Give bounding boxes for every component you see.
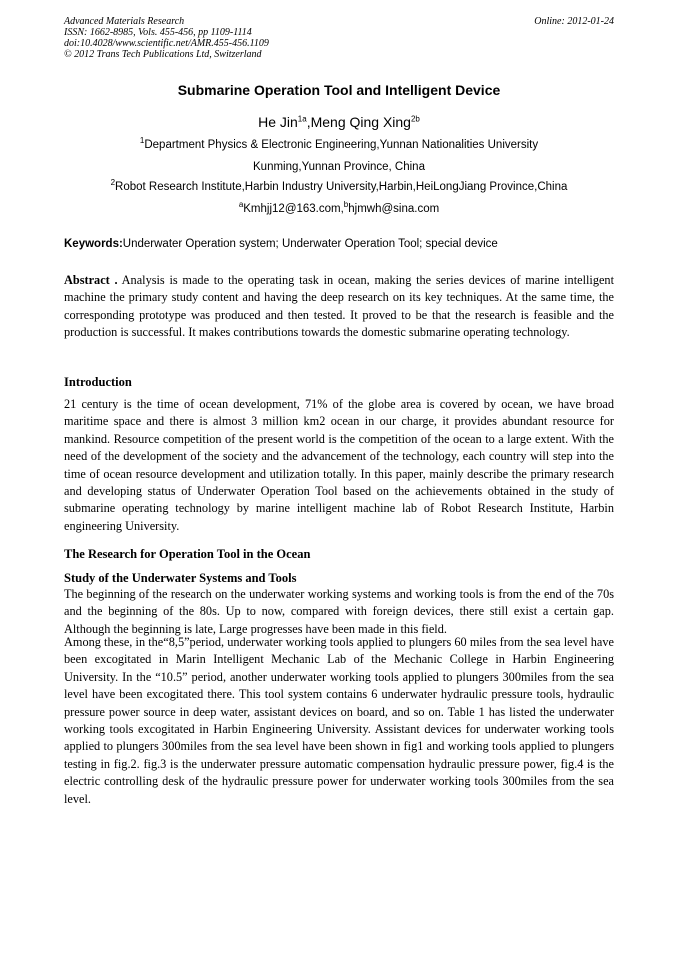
- author-2: Meng Qing Xing: [310, 114, 411, 130]
- intro-heading: Introduction: [64, 375, 132, 389]
- affiliation-1-sup: 1: [139, 136, 145, 146]
- paragraph-2: Among these, in the“8,5”period, underwater working tools applied to plungers 60 miles from the sea level have been excogitated in Marin Intelligent Mechanic Lab of the Mechanic College in Harbin Engineering University. In the “10.5” period, another underwater working tools applied to plungers 300miles from the sea level have been excogitated there. This tool system contains 6 underwater hydraulic pressure tools, hydraulic pressure power source in deep water, assistant devices on board, and so on. Table 1 has listed the underwater working tools excogitated in Harbin Engineering University. Assistant devices for underwater working tools applied to plungers 300miles from the sea level have been shown in fig1 and working tools applied to plungers testing in fig.2. fig.3 is the underwater pressure automatic compensation hydraulic pressure power, fig.4 is the electric controlling desk of the hydraulic pressure power for underwater working tools 300miles from the sea level.: [64, 635, 614, 806]
- email-a: Kmhjj12@163.com,: [243, 203, 344, 215]
- affiliation-2: [0, 178, 678, 193]
- affiliation-1-line-1: Department Physics & Electronic Engineering,Yunnan Nationalities University: [144, 139, 539, 151]
- paragraph-1: The beginning of the research on the underwater working systems and working tools is from the end of the 70s and the beginning of the 80s. Up to now, compared with foreign devices, there still exist a certain gap. Although the beginning is late, Large progresses have been made in this field.: [64, 587, 614, 636]
- emails: [0, 200, 678, 215]
- author-separator: ,: [306, 114, 311, 130]
- research-heading: The Research for Operation Tool in the Ocean: [64, 547, 311, 561]
- journal-header: [64, 16, 269, 60]
- affiliation-1: [0, 136, 678, 151]
- abstract: [64, 272, 614, 342]
- affiliation-1-line-2: Kunming,Yunnan Province, China: [253, 161, 425, 173]
- online-date: Online: 2012-01-24: [534, 16, 614, 27]
- affiliation-2-text: Robot Research Institute,Harbin Industry University,Harbin,HeiLongJiang Province,China: [115, 181, 568, 193]
- abstract-text: Analysis is made to the operating task in ocean, making the series devices of marine intelligent machine the primary study content and having the deep research on its key techniques. At the same time, the corresponding prototype was produced and then tested. It proved to be that the research is feasible and the production is successful. It makes contributions towards the domestic submarine operating technology.: [64, 273, 614, 340]
- journal-name: Advanced Materials Research: [64, 16, 185, 27]
- intro-paragraph: 21 century is the time of ocean development, 71% of the globe area is covered by ocean, we have broad maritime space and there is almost 3 million km2 ocean in our charge, it provides abundant resource for mankind. Resource competition of the present world is the competition of the ocean to a large extent. With the need of the development of the society and the advancement of the technology, each country will step into the time of ocean resource development and utilization totally. In this paper, mainly describe the primary research and developing status of Underwater Operation Tool based on the achievements obtained in the study of submarine operating technology by marine intelligent machine lab of Robot Research Institute, Harbin engineering University.: [64, 397, 614, 533]
- author-1: He Jin: [258, 114, 298, 130]
- copyright: © 2012 Trans Tech Publications Ltd, Switzerland: [64, 49, 262, 60]
- issn: ISSN: 1662-8985, Vols. 455-456, pp 1109-1114: [64, 27, 252, 38]
- email-a-sup: a: [238, 200, 244, 210]
- keywords-label: Keywords:: [64, 238, 123, 250]
- keywords: [64, 238, 614, 250]
- author-2-sup: 2b: [410, 114, 420, 124]
- study-heading: Study of the Underwater Systems and Tools: [64, 571, 297, 585]
- author-1-sup: 1a: [297, 114, 307, 124]
- paper-title: Submarine Operation Tool and Intelligent Device: [177, 82, 501, 98]
- doi: doi:10.4028/www.scientific.net/AMR.455-456.1109: [64, 38, 269, 49]
- email-b-sup: b: [343, 200, 349, 210]
- authors: [0, 114, 678, 130]
- keywords-text: Underwater Operation system; Underwater Operation Tool; special device: [122, 238, 498, 250]
- abstract-label: Abstract .: [64, 273, 118, 287]
- email-b: hjmwh@sina.com: [348, 203, 440, 215]
- affiliation-2-sup: 2: [110, 178, 116, 188]
